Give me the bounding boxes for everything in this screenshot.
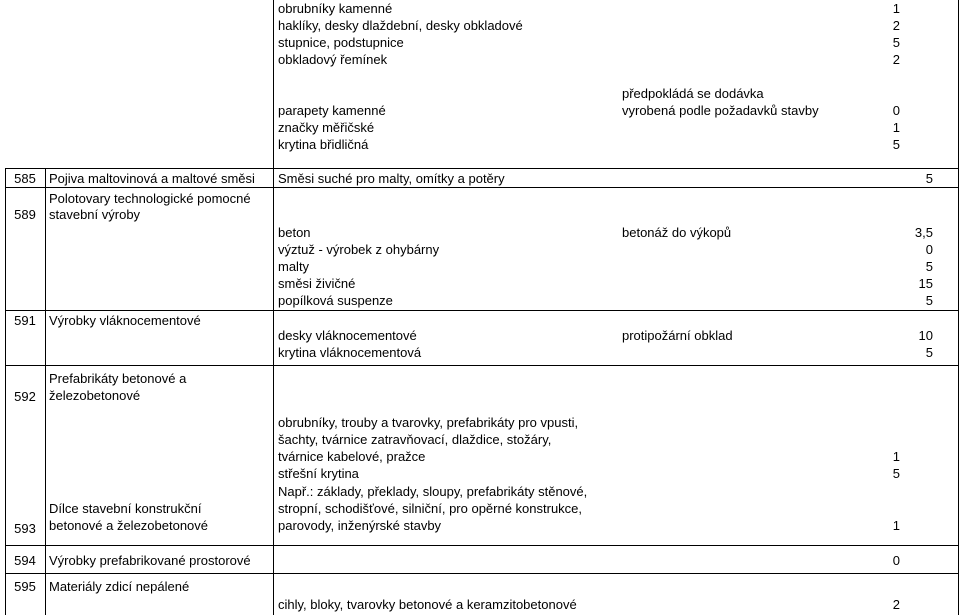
item-label: obrubníky, trouby a tvarovky, prefabrikáty pro vpusti,	[278, 415, 579, 430]
item-value: 5	[892, 466, 900, 481]
item-label: šachty, tvárnice zatravňovací, dlaždice, stožáry,	[278, 432, 552, 447]
item-label: tvárnice kabelové, pražce	[278, 449, 426, 464]
item-label: krytina břidličná	[278, 137, 369, 152]
item-value: 5	[925, 259, 933, 274]
group-label: Výrobky vláknocementové	[49, 313, 201, 328]
item-value: 5	[892, 137, 900, 152]
item-label: beton	[278, 225, 311, 240]
item-value: 0	[892, 103, 900, 118]
item-label: stupnice, podstupnice	[278, 35, 404, 50]
group-label: Prefabrikáty betonové a	[49, 371, 187, 386]
group-label: Polotovary technologické pomocné	[49, 191, 251, 206]
item-value: 15	[918, 276, 933, 291]
grid-line	[45, 168, 46, 615]
item-value: 1	[892, 518, 900, 533]
item-value: 2	[892, 597, 900, 612]
item-value: 5	[925, 293, 933, 308]
item-label: cihly, bloky, tvarovky betonové a keramzitobetonové	[278, 597, 577, 612]
group-label: Materiály zdicí nepálené	[49, 579, 190, 594]
item-value: 1	[892, 120, 900, 135]
item-label: Např.: základy, překlady, sloupy, prefabrikáty stěnové,	[278, 484, 588, 499]
item-label: obkladový řemínek	[278, 52, 388, 67]
grid-line	[958, 0, 959, 168]
item-value: 3,5	[914, 225, 933, 240]
row-code: 594	[14, 553, 36, 568]
group-label: Pojiva maltovinová a maltové směsi	[49, 171, 255, 186]
grid-line	[5, 365, 959, 366]
item-label: popílková suspenze	[278, 293, 393, 308]
item-value: 0	[892, 553, 900, 568]
item-value: 5	[892, 35, 900, 50]
item-label: značky měřičské	[278, 120, 375, 135]
row-code: 589	[14, 207, 36, 222]
item-value: 1	[892, 1, 900, 16]
group-label: Výrobky prefabrikované prostorové	[49, 553, 251, 568]
item-label: výztuž - výrobek z ohybárny	[278, 242, 440, 257]
row-code: 593	[14, 521, 36, 536]
note-text: betonáž do výkopů	[622, 225, 732, 240]
grid-line	[958, 168, 959, 615]
note-text: předpokládá se dodávka	[622, 86, 764, 101]
item-label: parovody, inženýrské stavby	[278, 518, 442, 533]
item-label: směsi živičné	[278, 276, 356, 291]
item-label: haklíky, desky dlaždební, desky obkladové	[278, 18, 523, 33]
grid-line	[5, 573, 959, 574]
item-value: 1	[892, 449, 900, 464]
grid-line	[273, 168, 274, 615]
note-text: vyrobená podle požadavků stavby	[622, 103, 819, 118]
grid-line	[273, 0, 274, 168]
group-label: betonové a železobetonové	[49, 518, 209, 533]
grid-line	[5, 310, 959, 311]
item-value: 10	[918, 328, 933, 343]
grid-line	[5, 187, 959, 188]
item-label: střešní krytina	[278, 466, 359, 481]
grid-line	[5, 545, 959, 546]
item-value: 2	[892, 52, 900, 67]
note-text: protipožární obklad	[622, 328, 733, 343]
group-label: železobetonové	[49, 388, 141, 403]
item-label: Směsi suché pro malty, omítky a potěry	[278, 171, 505, 186]
item-label: malty	[278, 259, 310, 274]
grid-line	[5, 168, 959, 169]
item-value: 5	[925, 345, 933, 360]
row-code: 592	[14, 389, 36, 404]
row-code: 591	[14, 313, 36, 328]
item-label: obrubníky kamenné	[278, 1, 393, 16]
item-value: 0	[925, 242, 933, 257]
row-code: 595	[14, 579, 36, 594]
row-code: 585	[14, 171, 36, 186]
item-label: desky vláknocementové	[278, 328, 417, 343]
item-label: parapety kamenné	[278, 103, 386, 118]
item-value: 5	[925, 171, 933, 186]
item-value: 2	[892, 18, 900, 33]
group-label: stavební výroby	[49, 207, 141, 222]
group-label: Dílce stavební konstrukční	[49, 501, 202, 516]
item-label: krytina vláknocementová	[278, 345, 422, 360]
item-label: stropní, schodišťové, silniční, pro opěrné konstrukce,	[278, 501, 583, 516]
